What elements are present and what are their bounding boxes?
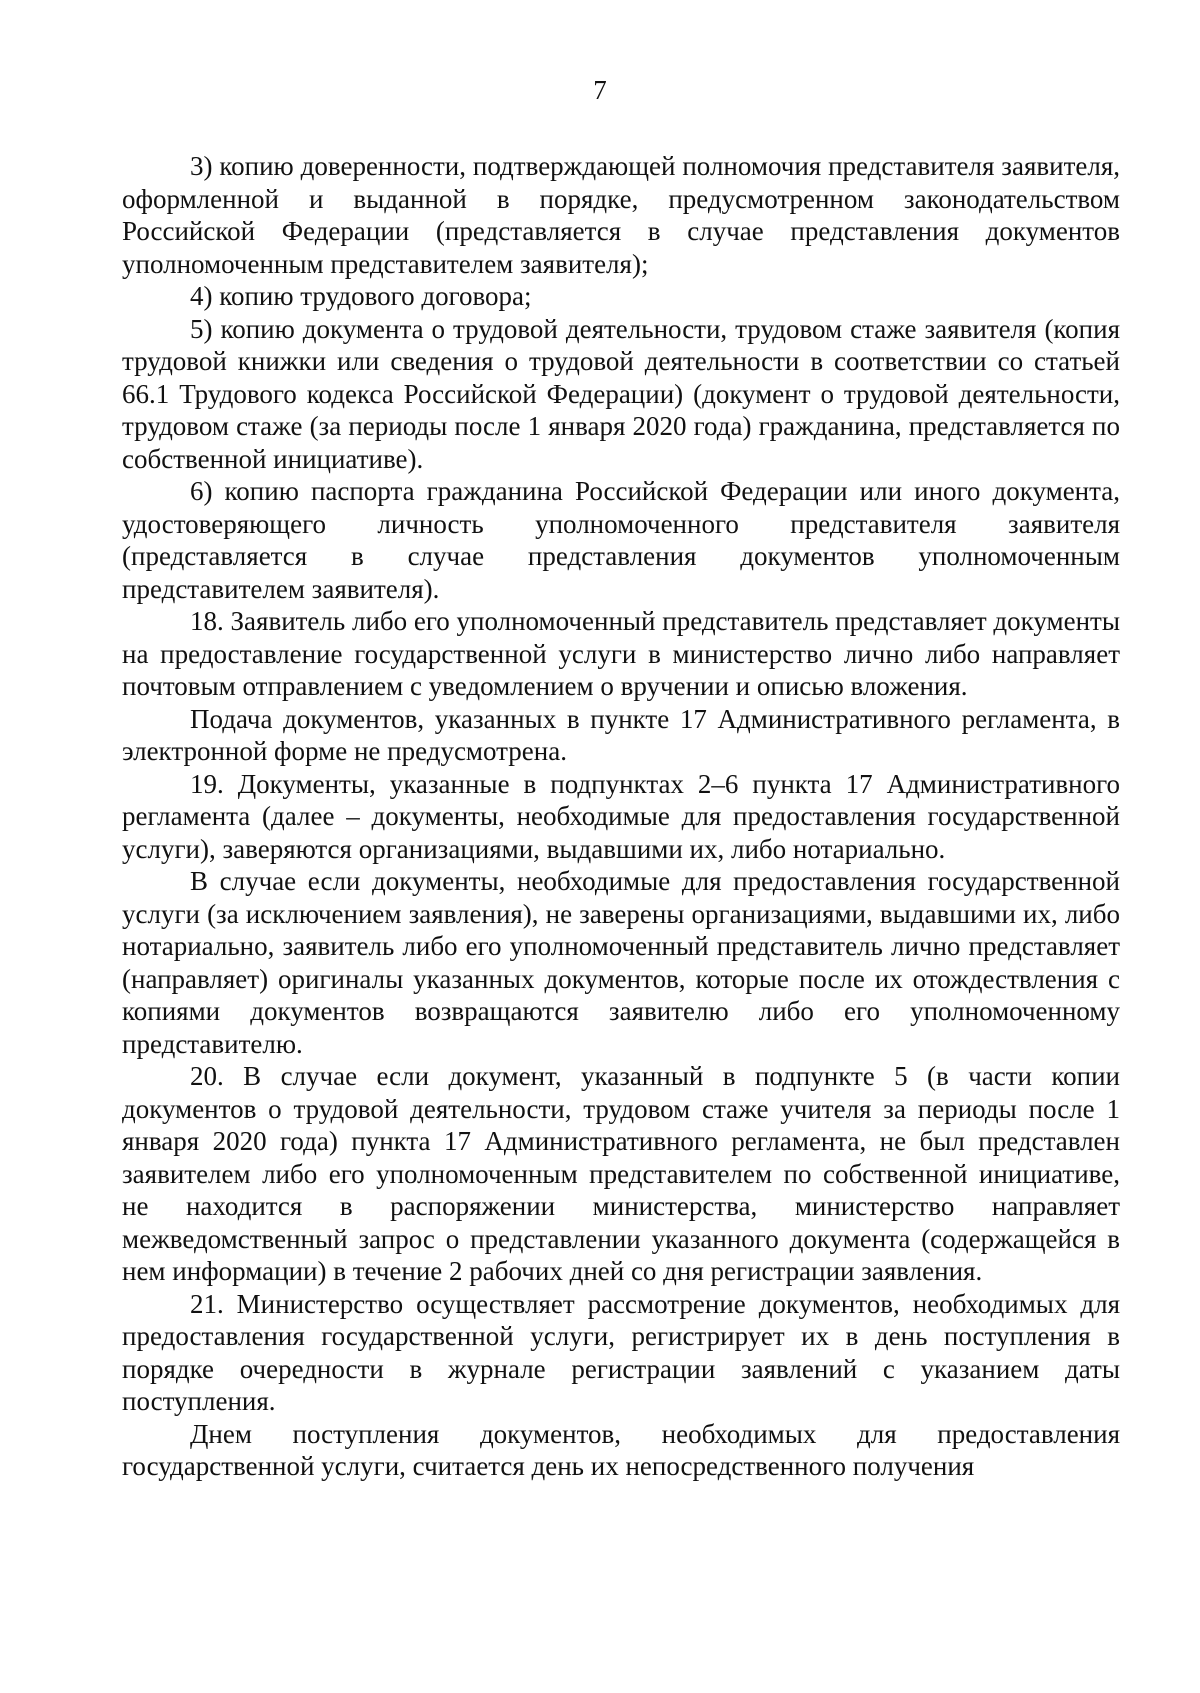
paragraph-item-6: 6) копию паспорта гражданина Российской Федерации или иного документа, удостоверяющего личность уполномоченного представителя заявителя (представляется в случае представления документов уполномоченным представителем заявителя).: [122, 476, 1120, 604]
paragraph-clause-21: 21. Министерство осуществляет рассмотрение документов, необходимых для предоставления государственной услуги, регистрирует их в день поступления в порядке очередности в журнале регистрации заявлений с указанием даты поступления.: [122, 1288, 1120, 1416]
paragraph-electronic-form: Подача документов, указанных в пункте 17 Административного регламента, в электронной форме не предусмотрена.: [122, 703, 1120, 766]
paragraph-originals: В случае если документы, необходимые для предоставления государственной услуги (за исключением заявления), не заверены организациями, выдавшими их, либо нотариально, заявитель либо его уполномоченный представитель лично представляет (направляет) оригиналы указанных документов, которые после их отождествления с копиями документов возвращаются заявителю либо его уполномоченному представителю.: [122, 866, 1120, 1059]
page-number: 7: [593, 75, 607, 105]
paragraph-receipt-day: Днем поступления документов, необходимых для предоставления государственной услуги, считается день их непосредственного получения: [122, 1418, 1120, 1481]
document-body: [122, 150, 1120, 1483]
paragraph-clause-20: 20. В случае если документ, указанный в подпункте 5 (в части копии документов о трудовой деятельности, трудовом стаже учителя за периоды после 1 января 2020 года) пункта 17 Административного регламента, не был представлен заявителем либо его уполномоченным представителем по собственной инициативе, не находится в распоряжении министерства, министерство направляет межведомственный запрос о представлении указанного документа (содержащейся в нем информации) в течение 2 рабочих дней со дня регистрации заявления.: [122, 1061, 1120, 1286]
paragraph-item-5: 5) копию документа о трудовой деятельности, трудовом стаже заявителя (копия трудовой книжки или сведения о трудовой деятельности в соответствии со статьей 66.1 Трудового кодекса Российской Федерации) (документ о трудовой деятельности, трудовом стаже (за периоды после 1 января 2020 года) гражданина, представляется по собственной инициативе).: [122, 313, 1120, 474]
paragraph-item-4: 4) копию трудового договора;: [190, 281, 532, 311]
paragraph-clause-19: 19. Документы, указанные в подпунктах 2–6 пункта 17 Административного регламента (далее – документы, необходимые для предоставления государственной услуги), заверяются организациями, выдавшими их, либо нотариально.: [122, 768, 1120, 864]
paragraph-item-3: 3) копию доверенности, подтверждающей полномочия представителя заявителя, оформленной и выданной в порядке, предусмотренном законодательством Российской Федерации (представляется в случае представления документов уполномоченным представителем заявителя);: [122, 151, 1120, 279]
paragraph-clause-18: 18. Заявитель либо его уполномоченный представитель представляет документы на предоставление государственной услуги в министерство лично либо направляет почтовым отправлением с уведомлением о вручении и описью вложения.: [122, 606, 1120, 701]
